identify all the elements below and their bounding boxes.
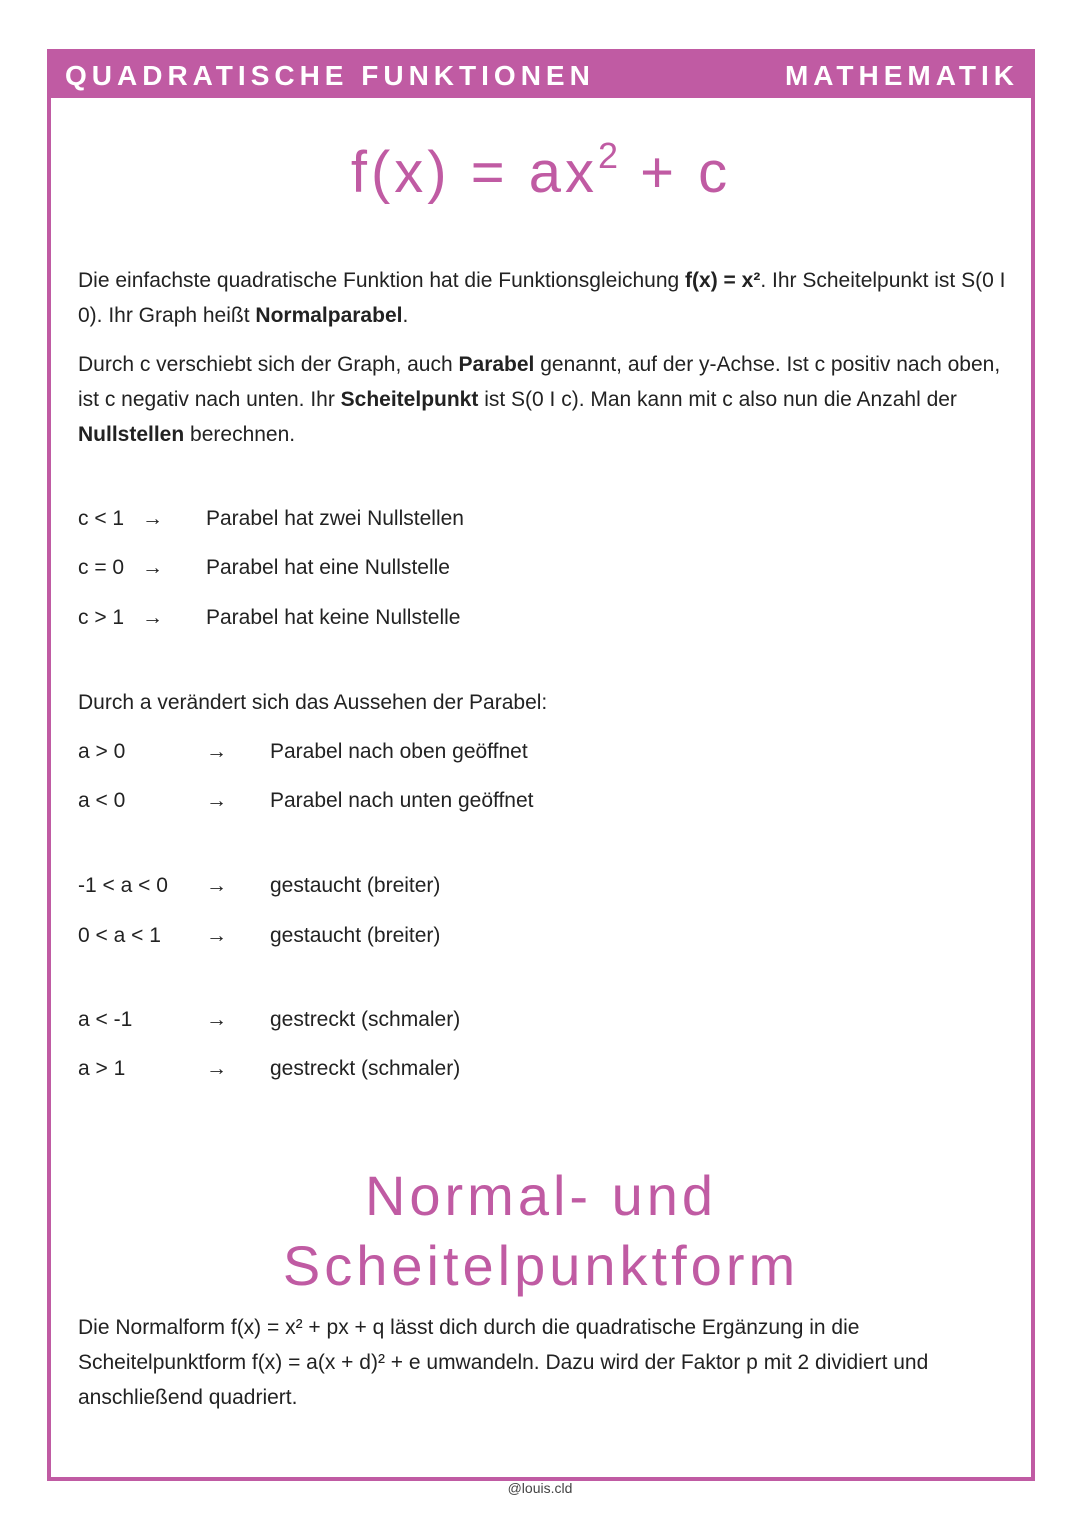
c-rule-result: Parabel hat eine Nullstelle — [206, 556, 450, 579]
intro-paragraph-2 — [78, 347, 1008, 452]
author-credit: @louis.cld — [507, 1480, 573, 1496]
a-rule-result: gestreckt (schmaler) — [270, 1008, 461, 1031]
arrow-icon: → — [142, 556, 163, 579]
arrow-icon: → — [206, 1057, 227, 1080]
a-rule-condition: a > 0 — [78, 740, 126, 763]
bold-nullstellen: Nullstellen — [78, 423, 185, 446]
a-rule-result: Parabel nach oben geöffnet — [270, 740, 528, 763]
text-span: Durch c verschiebt sich der Graph, auch — [78, 353, 459, 376]
arrow-icon: → — [142, 507, 163, 530]
a-rule-result: gestreckt (schmaler) — [270, 1057, 461, 1080]
c-rule-result: Parabel hat keine Nullstelle — [206, 606, 461, 629]
section-heading — [51, 1161, 1031, 1301]
c-rule-condition: c > 1 — [78, 606, 125, 629]
bold-parabel: Parabel — [458, 353, 535, 376]
formula-lhs: f(x) = ax — [350, 140, 598, 205]
text-span: ist S(0 I c). Man kann mit c also nun die Anzahl der — [478, 388, 957, 411]
section-paragraph: Die Normalform f(x) = x² + px + q lässt dich durch die quadratische Ergänzung in die Scheitelpunktform f(x) = a(x + d)² + e umwandeln. Dazu wird der Faktor p mit 2 dividiert und anschließend quadriert. — [78, 1316, 929, 1409]
bold-normalparabel: Normalparabel — [255, 304, 403, 327]
a-rule-condition: a < -1 — [78, 1008, 133, 1031]
arrow-icon: → — [142, 606, 163, 629]
subject-title: MATHEMATIK — [784, 60, 1019, 91]
text-span: Die einfachste quadratische Funktion hat die Funktionsgleichung — [78, 269, 686, 292]
section-heading-line-1: Normal- und — [364, 1164, 718, 1227]
a-rule-condition: -1 < a < 0 — [78, 874, 168, 897]
c-rule-condition: c < 1 — [78, 507, 125, 530]
arrow-icon: → — [206, 740, 227, 763]
bold-scheitelpunkt: Scheitelpunkt — [340, 388, 479, 411]
a-intro: Durch a verändert sich das Aussehen der Parabel: — [78, 691, 548, 714]
text-span: . — [402, 304, 409, 327]
a-rule-result: gestaucht (breiter) — [270, 874, 441, 897]
section-heading-line-2: Scheitelpunktform — [282, 1234, 800, 1297]
a-rule-condition: a > 1 — [78, 1057, 126, 1080]
arrow-icon: → — [206, 789, 227, 812]
formula-exponent: 2 — [597, 135, 621, 176]
page-frame — [47, 49, 1035, 1481]
arrow-icon: → — [206, 924, 227, 947]
page-header — [51, 53, 1031, 98]
c-rule-result: Parabel hat zwei Nullstellen — [206, 507, 464, 530]
text-span: . Ihr Scheitelpunkt ist S(0 I 0). Ihr Graph heißt — [78, 269, 1006, 327]
a-rule-condition: a < 0 — [78, 789, 126, 812]
a-rule-result: gestaucht (breiter) — [270, 924, 441, 947]
text-span: berechnen. — [184, 423, 296, 446]
formula-rhs: + c — [620, 140, 732, 205]
intro-paragraph-1 — [78, 263, 1008, 333]
text-span: genannt, auf der y-Achse. Ist c positiv nach oben, ist c negativ nach unten. Ihr — [78, 353, 1001, 411]
a-rule-result: Parabel nach unten geöffnet — [270, 789, 534, 812]
a-rule-condition: 0 < a < 1 — [78, 924, 161, 947]
arrow-icon: → — [206, 874, 227, 897]
bold-function: f(x) = x² — [685, 269, 761, 292]
arrow-icon: → — [206, 1008, 227, 1031]
c-rule-condition: c = 0 — [78, 556, 125, 579]
topic-title: QUADRATISCHE FUNKTIONEN — [65, 60, 595, 91]
main-formula — [51, 135, 1031, 206]
